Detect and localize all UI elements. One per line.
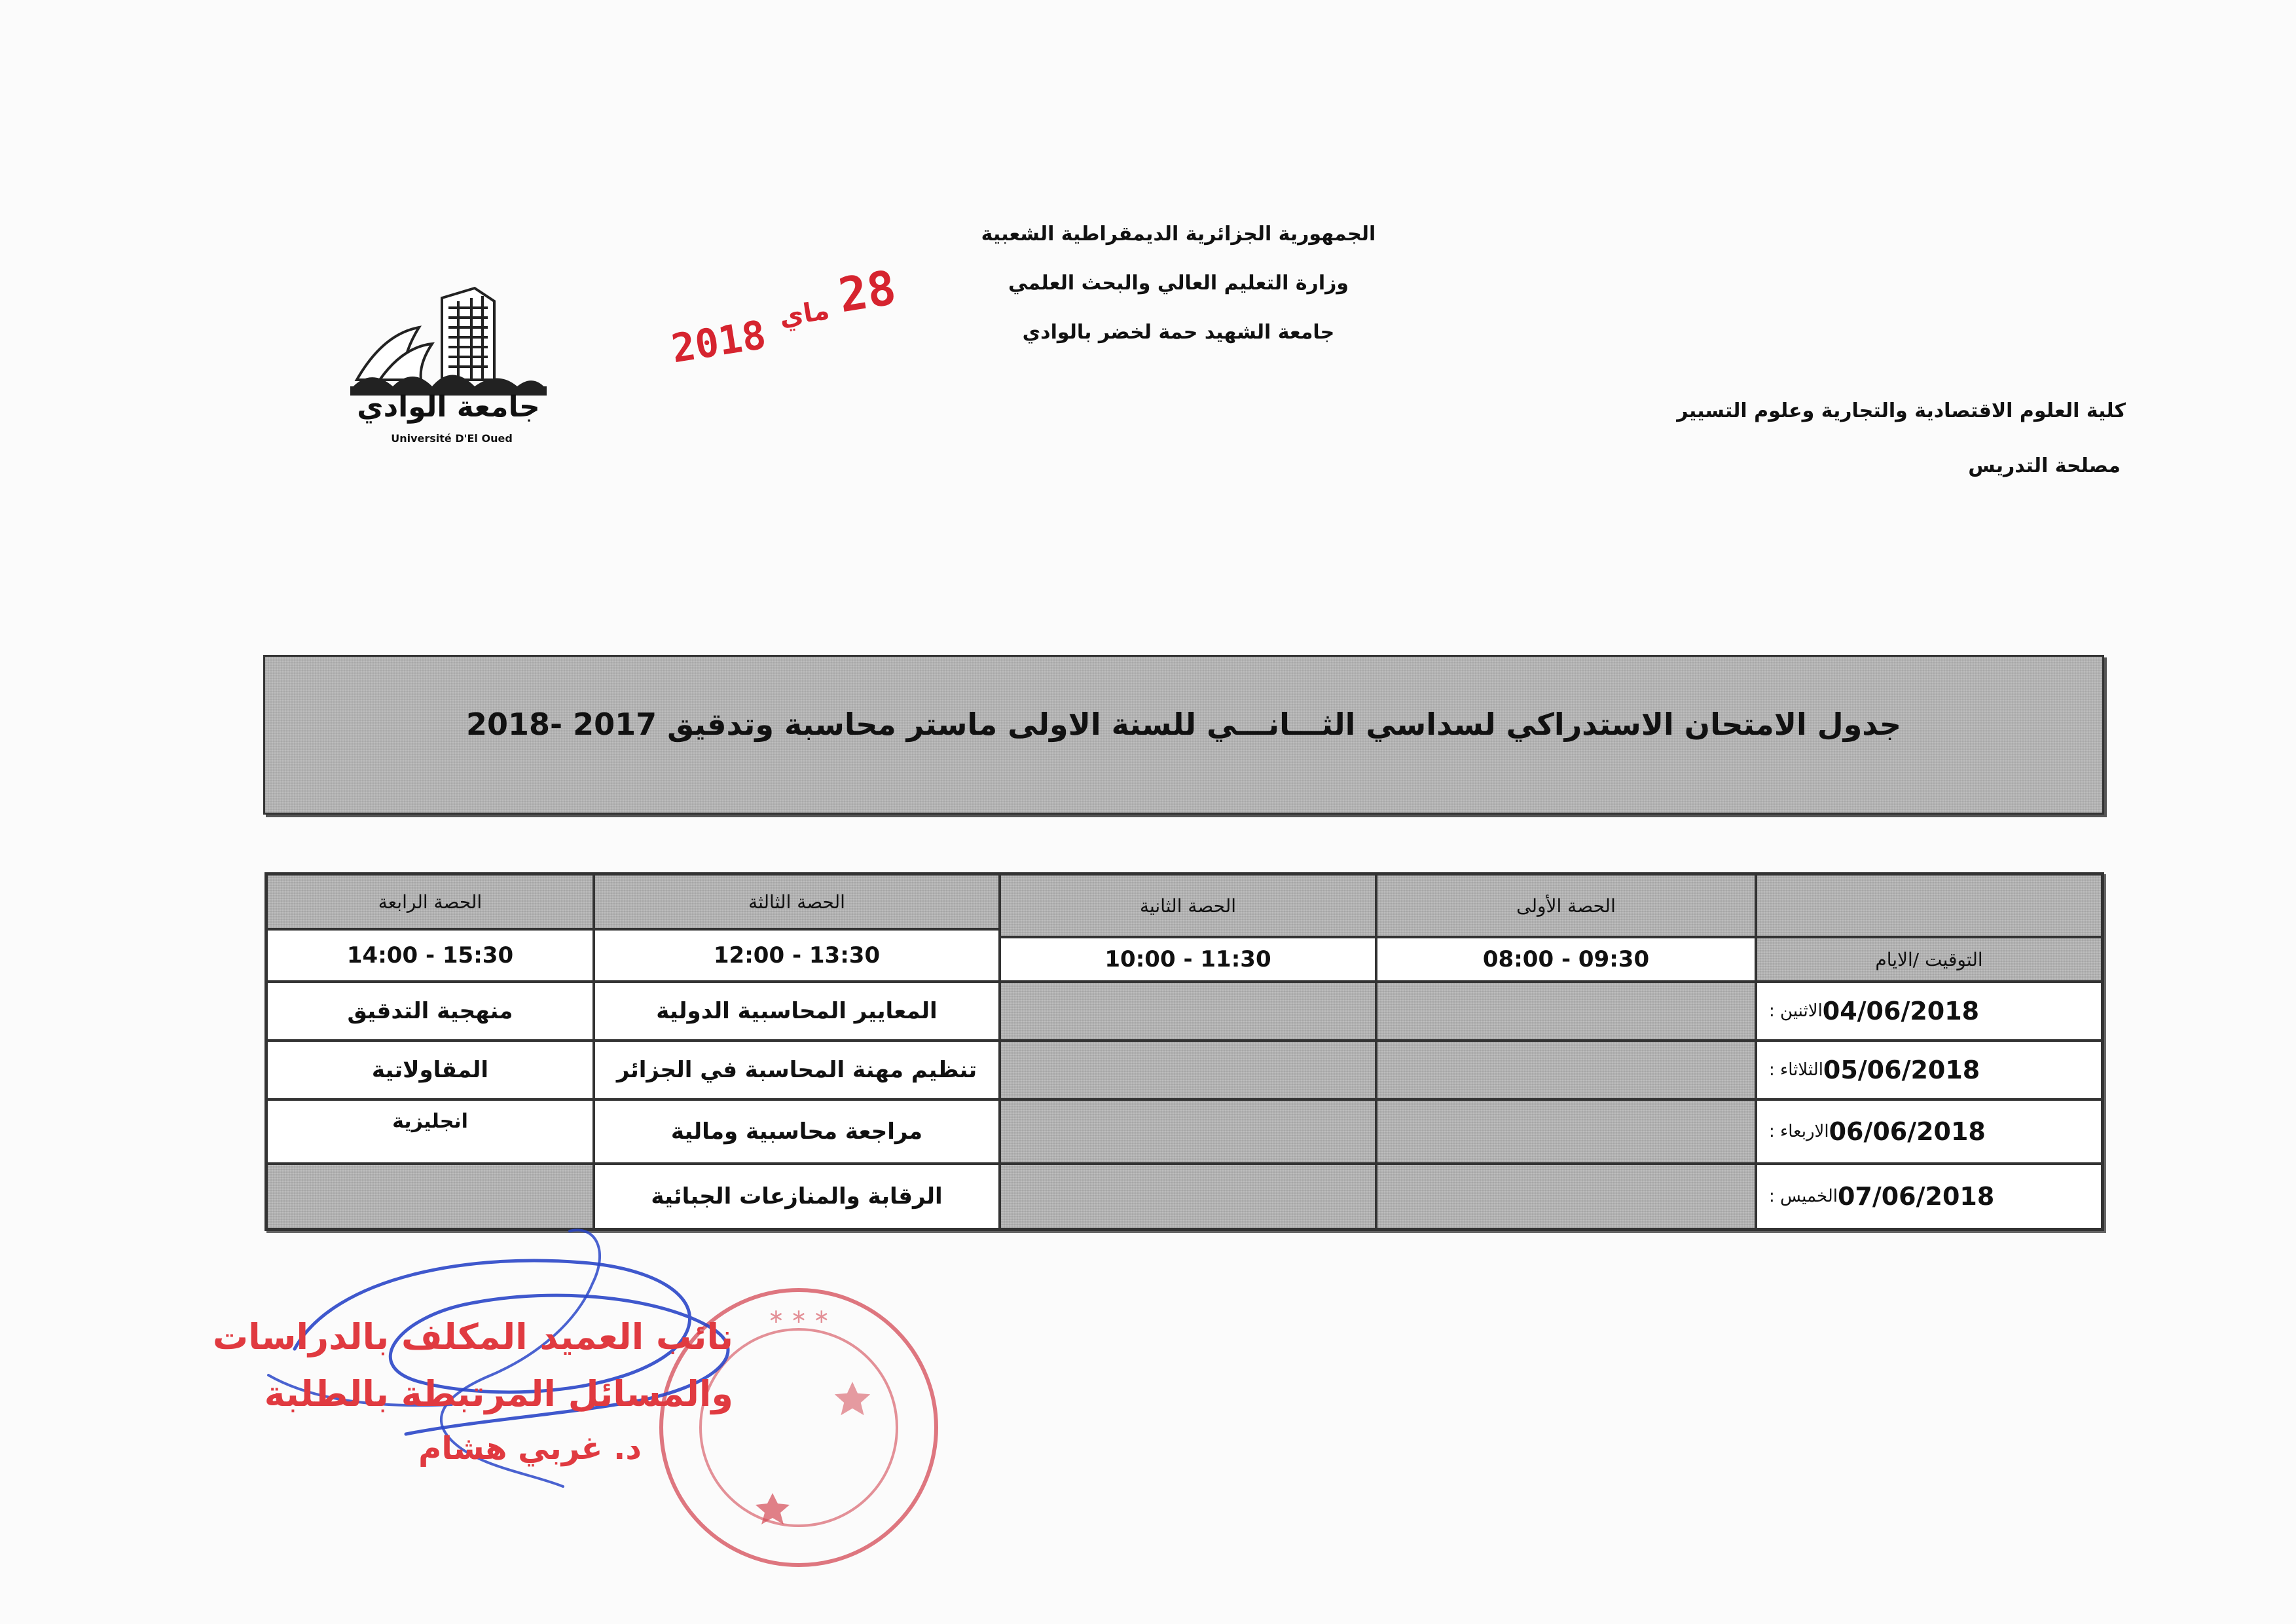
session-header-1: الحصة الأولى: [1376, 874, 1756, 937]
day-date: 05/06/2018: [1823, 1056, 1980, 1084]
exam-cell-r2-s4: المقاولاتية: [266, 1041, 594, 1099]
university-logo: [344, 282, 553, 452]
exam-cell-r4-s4: [266, 1164, 594, 1229]
schedule-title: جدول الامتحان الاستدراكي لسداسي الثـــانـــي للسنة الاولى ماستر محاسبة وتدقيق 2017 -2018: [465, 707, 1902, 742]
header-university: جامعة الشهيد حمة لخضر بالوادي: [1022, 321, 1335, 344]
date-stamp-year: 2018: [668, 312, 769, 373]
session-time-2: 10:00 - 11:30: [1000, 937, 1376, 982]
day-name: الاثنين :: [1769, 1001, 1823, 1021]
header-republic: الجمهورية الجزائرية الديمقراطية الشعبية: [981, 223, 1376, 246]
signature-block: [212, 1316, 733, 1467]
svg-text:∗ ∗ ∗: ∗ ∗ ∗: [767, 1305, 830, 1328]
exam-cell-r3-s1: [1376, 1099, 1756, 1164]
corner-label: التوقيت /الايام: [1875, 948, 1983, 970]
day-date: 04/06/2018: [1822, 997, 1980, 1025]
day-date: 06/06/2018: [1829, 1117, 1986, 1146]
signature-name: د. غربي هشام: [418, 1430, 642, 1467]
exam-cell-r2-s1: [1376, 1041, 1756, 1099]
session-header-2: الحصة الثانية: [1000, 874, 1376, 937]
day-cell-r4: [1756, 1164, 2102, 1229]
session-time-4: 14:00 - 15:30: [266, 929, 594, 982]
day-name: الاربعاء :: [1769, 1122, 1829, 1141]
session-header-3: الحصة الثالثة: [594, 874, 1000, 929]
day-date: 07/06/2018: [1837, 1182, 1995, 1211]
faculty-name: كلية العلوم الاقتصادية والتجارية وعلوم التسيير: [1677, 399, 2126, 422]
exam-cell-r3-s3: مراجعة محاسبية ومالية: [594, 1099, 1000, 1164]
header-ministry: وزارة التعليم العالي والبحث العلمي: [1008, 272, 1349, 295]
exam-cell-r3-s4: [266, 1099, 594, 1164]
day-cell-r1: [1756, 982, 2102, 1041]
date-stamp-month: ماي: [777, 295, 832, 333]
corner-header-top: [1756, 874, 2102, 937]
day-cell-r3: [1756, 1099, 2102, 1164]
day-name: الثلاثاء :: [1769, 1060, 1823, 1080]
session-header-4: الحصة الرابعة: [266, 874, 594, 929]
exam-cell-r2-s3: تنظيم مهنة المحاسبة في الجزائر: [594, 1041, 1000, 1099]
exam-cell-r2-s2: [1000, 1041, 1376, 1099]
schedule-table: [264, 872, 2104, 1231]
title-band: [263, 655, 2104, 815]
exam-cell-r1-s1: [1376, 982, 1756, 1041]
session-time-1: 08:00 - 09:30: [1376, 937, 1756, 982]
day-cell-r2: [1756, 1041, 2102, 1099]
exam-cell-r4-s3: الرقابة والمنازعات الجبائية: [594, 1164, 1000, 1229]
exam-cell-r3-s2: [1000, 1099, 1376, 1164]
logo-latin-text: Université D'El Oued: [391, 432, 513, 445]
session-time-3: 12:00 - 13:30: [594, 929, 1000, 982]
signature-title-line1: نائب العميد المكلف بالدراسات: [212, 1316, 733, 1357]
exam-cell-r1-s3: المعايير المحاسبية الدولية: [594, 982, 1000, 1041]
date-stamp: [661, 243, 923, 385]
exam-text: انجليزية: [392, 1110, 468, 1133]
day-name: الخميس :: [1769, 1187, 1838, 1206]
faculty-service: مصلحة التدريس: [1968, 454, 2121, 477]
exam-cell-r1-s4: منهجية التدقيق: [266, 982, 594, 1041]
logo-arabic-text: جامعة الوادي: [357, 390, 540, 424]
corner-label-cell: [1756, 937, 2102, 982]
date-stamp-day: 28: [835, 259, 900, 323]
signature-title-line2: والمسائل المرتبطة بالطلبة: [264, 1373, 733, 1414]
exam-cell-r1-s2: [1000, 982, 1376, 1041]
exam-cell-r4-s1: [1376, 1164, 1756, 1229]
exam-cell-r4-s2: [1000, 1164, 1376, 1229]
ministry-header: [917, 223, 1440, 344]
